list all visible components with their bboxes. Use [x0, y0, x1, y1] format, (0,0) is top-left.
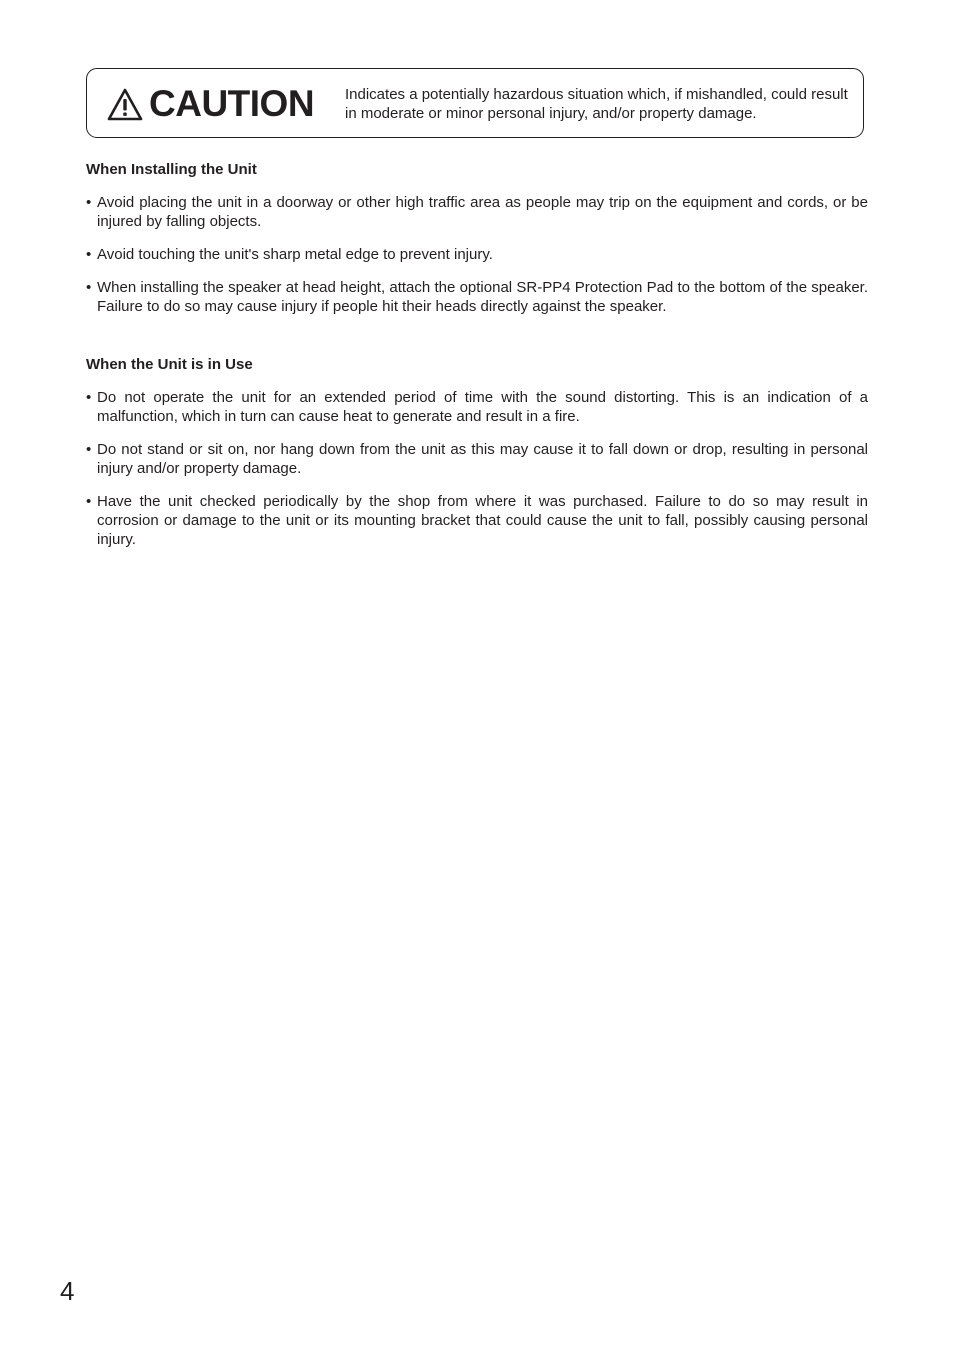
caution-title: [107, 84, 314, 124]
bullet-dot: •: [86, 389, 92, 406]
bullet-dot: •: [86, 493, 92, 510]
bullet-dot: •: [86, 246, 92, 263]
list-item-text: Do not stand or sit on, nor hang down from the unit as this may cause it to fall down or drop, resulting in personal injury and/or property damage.: [97, 441, 868, 477]
section-heading-in-use: When the Unit is in Use: [86, 356, 253, 373]
bullet-dot: •: [86, 441, 92, 458]
caution-description: Indicates a potentially hazardous situation which, if mishandled, could result in moderate or minor personal injury, and/or property damage.: [345, 86, 848, 122]
bullet-dot: •: [86, 279, 92, 296]
list-item-text: When installing the speaker at head height, attach the optional SR-PP4 Protection Pad to the bottom of the speaker. Failure to do so may cause injury if people hit their heads directly against the speaker.: [97, 279, 868, 315]
warning-triangle-icon: [107, 88, 143, 121]
caution-title-text: CAUTION: [149, 83, 315, 124]
caution-box: [86, 68, 864, 138]
in-use-bullet-list: [86, 388, 868, 563]
list-item: [86, 278, 868, 316]
list-item: [86, 388, 868, 426]
list-item-text: Avoid placing the unit in a doorway or other high traffic area as people may trip on the equipment and cords, or be injured by falling objects.: [97, 194, 868, 230]
list-item-text: Have the unit checked periodically by the shop from where it was purchased. Failure to do so may result in corrosion or damage to the unit or its mounting bracket that could cause the unit to fall, possibly causing personal injury.: [97, 493, 868, 548]
list-item: [86, 440, 868, 478]
list-item: [86, 492, 868, 549]
list-item: [86, 193, 868, 231]
list-item-text: Avoid touching the unit's sharp metal edge to prevent injury.: [97, 246, 493, 263]
list-item: [86, 245, 868, 264]
installing-bullet-list: [86, 193, 868, 330]
bullet-dot: •: [86, 194, 92, 211]
page-number: 4: [60, 1276, 75, 1306]
list-item-text: Do not operate the unit for an extended period of time with the sound distorting. This is an indication of a malfunction, which in turn can cause heat to generate and result in a fire.: [97, 389, 868, 425]
section-heading-installing: When Installing the Unit: [86, 161, 257, 178]
